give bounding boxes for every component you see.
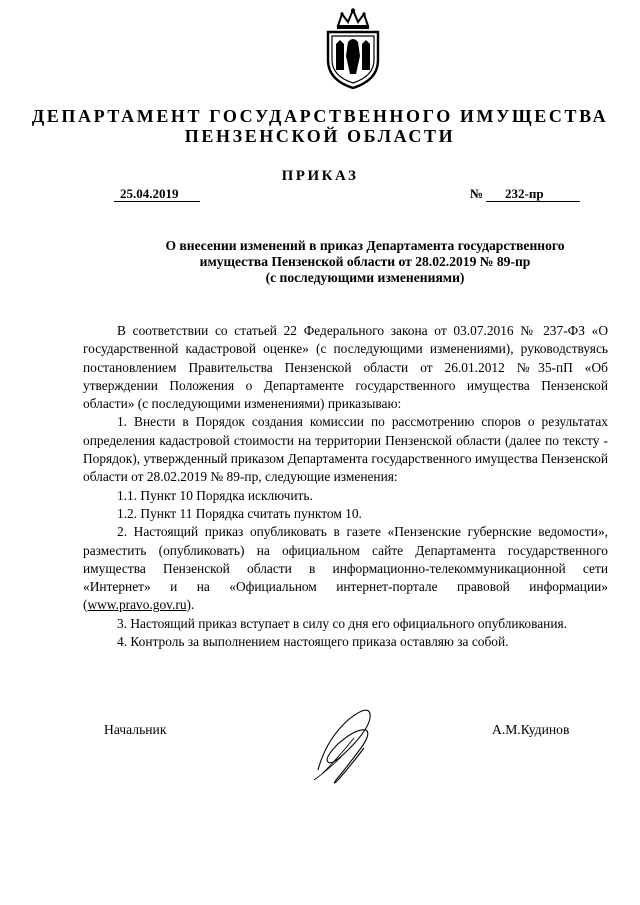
number-sign: №	[470, 186, 484, 201]
subject-line: (с последующими изменениями)	[265, 270, 465, 285]
order-body	[83, 322, 608, 651]
body-paragraph: 3. Настоящий приказ вступает в силу со дня его официального опубликования.	[117, 615, 567, 631]
paragraph-text: 2. Настоящий приказ опубликовать в газете «Пензенские губернские ведомости», разместить (опубликовать) на официальном сайте Департамента государственного имущества Пензенской области в информационно-телекоммуникационной сети «Интернет» и на «Официальном интернет-портале правовой информации» (	[83, 524, 608, 613]
signatory-name: А.М.Кудинов	[492, 722, 570, 737]
body-paragraph: 4. Контроль за выполнением настоящего приказа оставляю за собой.	[117, 634, 509, 650]
signatory-title: Начальник	[104, 722, 167, 737]
order-number: 232-пр	[505, 186, 544, 201]
order-subject	[120, 238, 610, 286]
body-paragraph: В соответствии со статьей 22 Федерального закона от 03.07.2016 № 237-ФЗ «О государственной кадастровой оценке» (с последующими изменениями), руководствуясь постановлением Правительства Пензенской области от 26.01.2012 №35-пП «Об утверждении Положения о Департаменте государственного имущества Пензенской области» (с последующими изменениями) приказываю:	[83, 323, 608, 412]
paragraph-text: ).	[186, 597, 195, 613]
order-date: 25.04.2019	[120, 186, 179, 201]
handwritten-signature	[308, 700, 388, 790]
body-paragraph	[83, 523, 608, 614]
document-type: ПРИКАЗ	[281, 168, 359, 184]
date-underline	[114, 201, 200, 202]
department-name-line2: ПЕНЗЕНСКОЙ ОБЛАСТИ	[184, 126, 456, 146]
body-paragraph: 1.1. Пункт 10 Порядка исключить.	[117, 487, 313, 503]
subject-line: имущества Пензенской области от 28.02.2019 № 89-пр	[199, 254, 531, 269]
department-name-line1: ДЕПАРТАМЕНТ ГОСУДАРСТВЕННОГО ИМУЩЕСТВА	[31, 106, 609, 126]
body-paragraph: 1. Внести в Порядок создания комиссии по рассмотрению споров о результатах определения кадастровой стоимости на территории Пензенской области (далее по тексту - Порядок), утвержденный приказом Департамента государственного имущества Пензенской области от 28.02.2019 № 89-пр, следующие изменения:	[83, 414, 608, 485]
body-paragraph: 1.2. Пункт 11 Порядка считать пунктом 10.	[117, 505, 362, 521]
coat-of-arms-emblem	[322, 8, 384, 90]
subject-line: О внесении изменений в приказ Департамента государственного	[165, 238, 565, 253]
pravo-link[interactable]: www.pravo.gov.ru	[87, 597, 187, 613]
